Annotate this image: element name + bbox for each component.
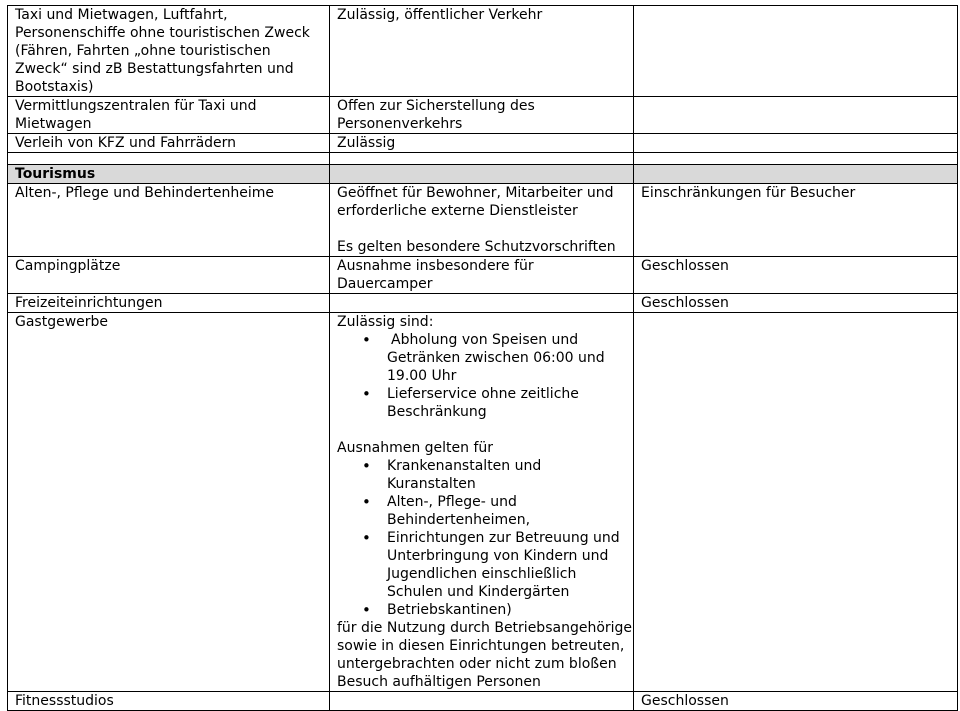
table-row — [8, 6, 958, 97]
cell-category: Campingplätze — [8, 257, 330, 294]
regulations-table — [7, 5, 958, 711]
list-item: • Lieferservice ohne zeitliche Beschränkung — [337, 385, 633, 421]
table-row — [8, 184, 958, 257]
cell-category: Freizeiteinrichtungen — [8, 294, 330, 313]
cell-status — [330, 692, 634, 711]
table-row — [8, 97, 958, 134]
bullet-list-allowed — [337, 331, 633, 421]
list-item: • Einrichtungen zur Betreuung und Unterbringung von Kindern und Jugendlichen einschließlich Schulen und Kindergärten — [337, 529, 633, 601]
cell-category: Verleih von KFZ und Fahrrädern — [8, 134, 330, 153]
cell-status: Zulässig, öffentlicher Verkehr — [330, 6, 634, 97]
cell-status: Geöffnet für Bewohner, Mitarbeiter und erforderliche externe Dienstleister Es gelten besondere Schutzvorschriften — [330, 184, 634, 257]
cell-status: Zulässig — [330, 134, 634, 153]
cell-note: Geschlossen — [634, 257, 958, 294]
cell-category: Fitnessstudios — [8, 692, 330, 711]
cell-note — [634, 97, 958, 134]
cell-note: Geschlossen — [634, 294, 958, 313]
cell-note: Einschränkungen für Besucher — [634, 184, 958, 257]
list-item: • Betriebskantinen) — [337, 601, 633, 619]
cell-category: Vermittlungszentralen für Taxi und Mietwagen — [8, 97, 330, 134]
list-item: • Alten-, Pflege- und Behindertenheimen, — [337, 493, 633, 529]
cell-category: Alten-, Pflege und Behindertenheime — [8, 184, 330, 257]
bullet-list-exceptions — [337, 457, 633, 619]
cell-status — [330, 294, 634, 313]
section-header-row — [8, 165, 958, 184]
table-row — [8, 313, 958, 692]
cell-status: Zulässig sind: • Abholung von Speisen und Getränken zwischen 06:00 und 19.00 Uhr • Lieferservice ohne zeitliche Beschränkung Ausnahmen gelten für • Krankenanstalten und Kuranstalten • Alten-, Pflege- und Behindertenheimen, • Einrichtungen zur Betreuung und Unterbringung von Kindern und Jugendlichen einschließlich Schulen und Kindergärten • Betriebskantinen) für die Nutzung durch Betriebsangehörige sowie in diesen Einrichtungen betreuten, untergebrachten oder nicht zum bloßen Besuch aufhältigen Personen — [330, 313, 634, 692]
cell-note — [634, 134, 958, 153]
table-row — [8, 294, 958, 313]
list-item: • Abholung von Speisen und Getränken zwischen 06:00 und 19.00 Uhr — [337, 331, 633, 385]
spacer-row — [8, 153, 958, 165]
cell-category: Gastgewerbe — [8, 313, 330, 692]
cell-note — [634, 6, 958, 97]
cell-note — [634, 313, 958, 692]
section-title: Tourismus — [8, 165, 330, 184]
list-item: • Krankenanstalten und Kuranstalten — [337, 457, 633, 493]
cell-category: Taxi und Mietwagen, Luftfahrt, Personenschiffe ohne touristischen Zweck (Fähren, Fahrten „ohne touristischen Zweck“ sind zB Bestattungsfahrten und Bootstaxis) — [8, 6, 330, 97]
cell-status: Ausnahme insbesondere für Dauercamper — [330, 257, 634, 294]
table-row — [8, 257, 958, 294]
table-row — [8, 692, 958, 711]
cell-status: Offen zur Sicherstellung des Personenverkehrs — [330, 97, 634, 134]
table-row — [8, 134, 958, 153]
cell-note: Geschlossen — [634, 692, 958, 711]
